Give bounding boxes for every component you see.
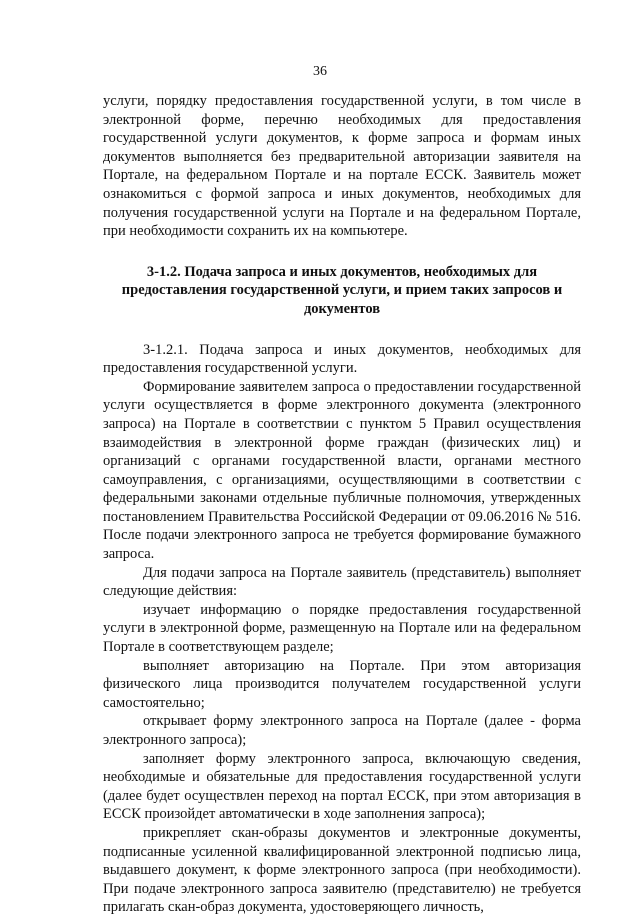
- section-title: 3-1.2. Подача запроса и иных документов, необходимых для предоставления государственной услуги, и прием таких запросов и документов: [121, 263, 563, 317]
- list-item-fill-form: заполняет форму электронного запроса, включающую сведения, необходимые и обязательные для предоставления государственной услуги (далее будет осуществлен переход на портал ЕССК, при этом авторизация в ЕССК произойдет автоматически в ходе заполнения запроса);: [103, 750, 581, 823]
- paragraph-intro-continuation: услуги, порядку предоставления государственной услуги, в том числе в электронной форме, перечню необходимых для предоставления государственной услуги документов, к форме запроса и формам иных документов выполняется без предварительной авторизации заявителя на Портале, на федеральном Портале и на портале ЕССК. Заявитель может ознакомиться с формой запроса и иных документов, необходимых для получения государственной услуги на Портале и на федеральном Портале, при необходимости сохранить их на компьютере.: [103, 93, 581, 240]
- page-number: 36: [313, 64, 327, 79]
- list-item-open-form: открывает форму электронного запроса на Портале (далее - форма электронного запроса);: [103, 713, 581, 748]
- list-item-authorization: выполняет авторизацию на Портале. При этом авторизация физического лица производится получателем государственной услуги самостоятельно;: [103, 657, 581, 711]
- list-item-study-info: изучает информацию о порядке предоставления государственной услуги в электронной форме, размещенную на Портале или на федеральном Портале в соответствующем разделе;: [103, 601, 581, 656]
- list-item-attach-scans: прикрепляет скан-образы документов и электронные документы, подписанные усиленной квалифицированной электронной подписью лица, выдавшего документ, к форме электронного запроса (при необходимости). При подаче электронного запроса заявителю (представителю) не требуется прилагать скан-образ документа, удостоверяющего личность,: [103, 824, 581, 916]
- paragraph-request-formation: Формирование заявителем запроса о предоставлении государственной услуги осуществляется в форме электронного документа (электронного запроса) на Портале в соответствии с пунктом 5 Правил осуществления взаимодействия в электронной форме граждан (физических лиц) и организаций с органами государственной власти, органами местного самоуправления, с организациями, осуществляющими в соответствии с федеральными законами отдельные публичные полномочия, утвержденных постановлением Правительства Российской Федерации от 09.06.2016 № 516. После подачи электронного запроса не требуется формирование бумажного запроса.: [103, 378, 581, 563]
- paragraph-submission-steps: Для подачи запроса на Портале заявитель (представитель) выполняет следующие действия:: [103, 564, 581, 600]
- document-body: [103, 92, 581, 917]
- paragraph-3-1-2-1: 3-1.2.1. Подача запроса и иных документов, необходимых для предоставления государственной услуги.: [103, 341, 581, 377]
